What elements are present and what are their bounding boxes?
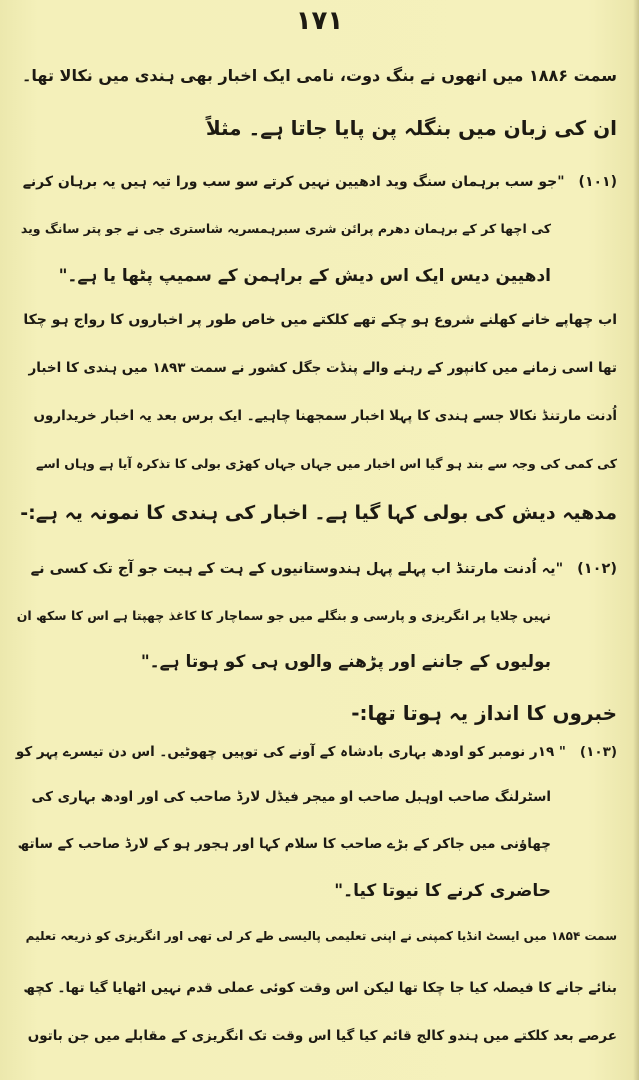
quote-103-text-1: " ۱۹ر نومبر کو اودھ بہاری بادشاہ کے آونے کی توپیں چھوٹیں۔ اس دن تیسرے پہر کو: [15, 744, 566, 760]
page-edge-shadow: [633, 0, 639, 1080]
quote-103-line-2: اسٹرلنگ صاحب اوہبل صاحب او میجر فیڈل لارڈ صاحب کی اور اودھ بہاری کی: [31, 789, 551, 805]
quote-102-number: (۱۰۲): [577, 561, 617, 577]
paragraph-2-line-5: مدھیہ دیش کی بولی کہا گیا ہے۔ اخبار کی ہندی کا نمونہ یہ ہے:-: [20, 502, 617, 524]
paragraph-4-line-1: سمت ۱۸۵۴ میں ایسٹ انڈیا کمپنی نے اپنی تعلیمی پالیسی طے کر لی تھی اور انگریزی کو ذریعہ تعلیم: [25, 929, 617, 943]
quote-103-line-4: حاضری کرنے کا نیوتا کیا۔": [334, 881, 551, 901]
paragraph-3-line-1: خبروں کا انداز یہ ہوتا تھا:-: [351, 701, 617, 725]
paragraph-1-line-2: ان کی زبان میں بنگلہ پن پایا جاتا ہے۔ مثلاً: [205, 116, 617, 140]
quote-101-line-1: [23, 175, 617, 189]
quote-103-line-3: چھاؤنی میں جاکر کے بڑے صاحب کا سلام کہا اور ہجور ہو کے لارڈ صاحب کے ساتھ: [17, 836, 551, 852]
quote-101-line-2: کی اچھا کر کے برہمان دھرم پرائن شری سبرہمسریہ شاستری جی نے جو پتر سانگ وید: [20, 221, 551, 236]
paragraph-1-line-1: سمت ۱۸۸۶ میں انھوں نے بنگ دوت، نامی ایک اخبار بھی ہندی میں نکالا تھا۔: [22, 66, 617, 85]
quote-103-line-1: [16, 746, 617, 760]
paragraph-4-line-2: بنائے جانے کا فیصلہ کیا جا چکا تھا لیکن اس وقت کوئی عملی قدم نہیں اٹھایا گیا تھا۔ کچھ: [23, 980, 617, 996]
quote-101-number: (۱۰۱): [578, 174, 617, 190]
quote-101-line-3: ادھیین دیس ایک اس دیش کے براہمن کے سمیپ پٹھا یا ہے۔": [58, 266, 551, 286]
paragraph-2-line-1: اب چھاپے خانے کھلنے شروع ہو چکے تھے کلکتے میں خاص طور پر اخباروں کا رواج ہو چکا: [23, 312, 617, 328]
page-number: ۱۷۱: [295, 6, 344, 36]
quote-103-number: (۱۰۳): [579, 744, 617, 760]
paragraph-2-line-3: اُدنت مارتنڈ نکالا جسے ہندی کا پہلا اخبار سمجھنا چاہیے۔ ایک برس بعد یہ اخبار خریداروں: [33, 408, 617, 424]
paragraph-2-line-4: کی کمی کی وجہ سے بند ہو گیا اس اخبار میں جہاں جہاں کھڑی بولی کا تذکرہ آیا ہے وہاں اسے: [36, 456, 617, 471]
paragraph-4-line-3: عرصے بعد کلکتے میں ہندو کالج قائم کیا گیا اس وقت تک انگریزی کے مقابلے میں جن باتوں: [27, 1028, 617, 1044]
quote-102-line-2: نہیں چلایا پر انگریزی و پارسی و بنگلے میں جو سماچار کا کاغذ چھپتا ہے اس کا سکھ ان: [16, 608, 551, 623]
quote-102-text-1: "یہ اُدنت مارتنڈ اب پہلے پہل ہندوستانیوں کے ہت کے ہیت جو آج تک کسی نے: [30, 561, 564, 577]
quote-101-text-1: "جو سب برہمان سنگ وید ادھیین نہیں کرتے سو سب ورا تیہ ہیں یہ برہان کرنے: [22, 174, 565, 190]
quote-102-line-3: بولیوں کے جاننے اور پڑھنے والوں ہی کو ہوتا ہے۔": [140, 652, 551, 672]
paragraph-2-line-2: تھا اسی زمانے میں کانپور کے رہنے والے پنڈت جگل کشور نے سمت ۱۸۹۳ میں ہندی کا اخبار: [28, 360, 617, 376]
quote-102-line-1: [31, 562, 617, 577]
